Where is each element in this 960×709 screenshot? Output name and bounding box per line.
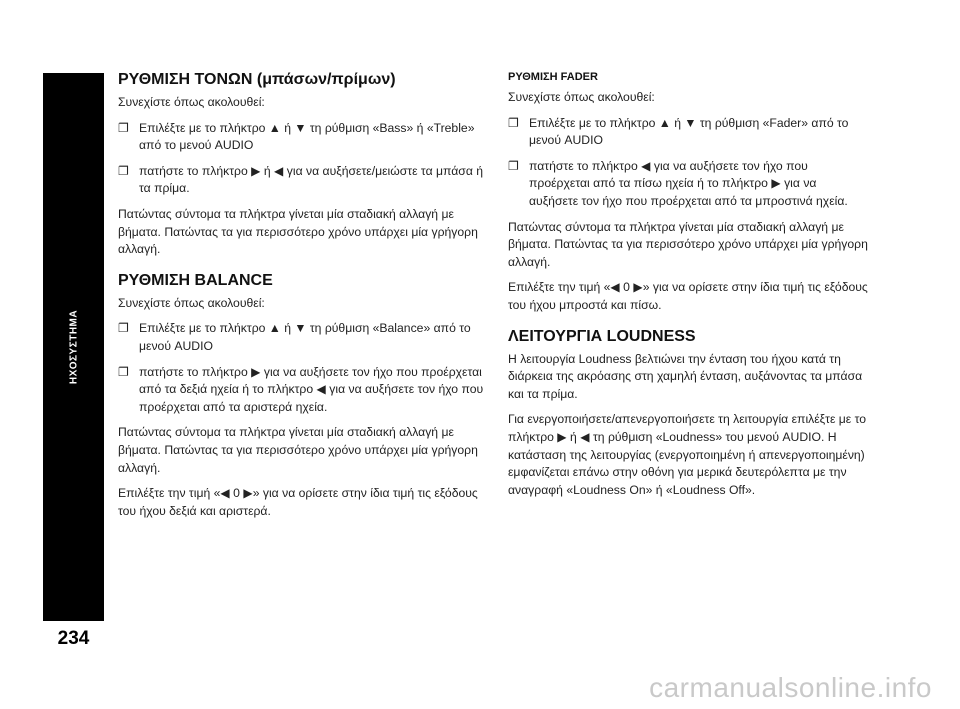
list-item — [508, 115, 868, 150]
fader-intro: Συνεχίστε όπως ακολουθεί: — [508, 90, 655, 104]
fader-select: Επιλέξτε την τιμή «◀ 0 ▶» για να ορίσετε στην ίδια τιμή τις εξόδους του ήχου μπροστά και πίσω. — [508, 280, 868, 312]
loudness-section — [508, 327, 868, 500]
fader-step-2: πατήστε το πλήκτρο ◀ για να αυξήσετε τον ήχο που προέρχεται από τα πίσω ηχεία ή το πλήκτρο ▶ για να αυξήσετε τον ήχο που προέρχεται από τα μπροστινά ηχεία. — [529, 158, 848, 208]
page-number: 234 — [57, 628, 90, 649]
section-side-tab — [43, 73, 104, 621]
checkbox-bullet-icon: ❐ — [508, 115, 519, 130]
checkbox-bullet-icon: ❐ — [118, 321, 129, 336]
list-item — [118, 163, 488, 198]
tones-step-1: Επιλέξτε με το πλήκτρο ▲ ή ▼ τη ρύθμιση «Bass» ή «Treble» από το μενού AUDIO — [139, 120, 475, 153]
fader-title: ΡΥΘΜΙΣΗ FADER — [508, 71, 598, 83]
loudness-description: Η λειτουργία Loudness βελτιώνει την ένταση του ήχου κατά τη διάρκεια της ακρόασης στη χαμηλή ένταση, αυξάνοντας τα μπάσα και τα πρίμα. — [508, 351, 863, 401]
tones-title: ΡΥΘΜΙΣΗ ΤΟΝΩΝ (μπάσων/πρίμων) — [118, 71, 396, 88]
loudness-title: ΛΕΙΤΟΥΡΓΙΑ LOUDNESS — [508, 327, 696, 345]
balance-intro: Συνεχίστε όπως ακολουθεί: — [118, 295, 265, 310]
list-item — [118, 364, 488, 417]
balance-step-2: πατήστε το πλήκτρο ▶ για να αυξήσετε τον ήχο που προέρχεται από τα δεξιά ηχεία ή το πλήκτρο ◀ για να αυξήσετε τον ήχο που προέρχεται από τα αριστερά ηχεία. — [139, 364, 484, 414]
tones-note: Πατώντας σύντομα τα πλήκτρα γίνεται μία σταδιακή αλλαγή με βήματα. Πατώντας τα για περισσότερο χρόνο υπάρχει μία γρήγορη αλλαγή. — [118, 206, 478, 257]
tones-intro: Συνεχίστε όπως ακολουθεί: — [118, 95, 265, 109]
checkbox-bullet-icon: ❐ — [118, 163, 129, 178]
checkbox-bullet-icon: ❐ — [118, 364, 129, 379]
list-item — [508, 158, 868, 211]
balance-step-1: Επιλέξτε με το πλήκτρο ▲ ή ▼ τη ρύθμιση «Balance» από το μενού AUDIO — [139, 321, 471, 353]
left-column — [118, 70, 488, 528]
list-item — [118, 120, 488, 155]
list-item — [118, 320, 488, 355]
balance-select: Επιλέξτε την τιμή «◀ 0 ▶» για να ορίσετε στην ίδια τιμή τις εξόδους του ήχου δεξιά και αριστερά. — [118, 486, 478, 518]
fader-section — [508, 70, 868, 315]
right-column — [508, 70, 868, 507]
balance-section — [118, 271, 488, 521]
fader-note: Πατώντας σύντομα τα πλήκτρα γίνεται μία σταδιακή αλλαγή με βήματα. Πατώντας τα για περισσότερο χρόνο υπάρχει μία γρήγορη αλλαγή. — [508, 219, 868, 269]
balance-note: Πατώντας σύντομα τα πλήκτρα γίνεται μία σταδιακή αλλαγή με βήματα. Πατώντας τα για περισσότερο χρόνο υπάρχει μία γρήγορη αλλαγή. — [118, 425, 478, 475]
tones-step-2: πατήστε το πλήκτρο ▶ ή ◀ για να αυξήσετε/μειώστε τα μπάσα ή τα πρίμα. — [139, 163, 484, 196]
fader-step-1: Επιλέξτε με το πλήκτρο ▲ ή ▼ τη ρύθμιση «Fader» από το μενού AUDIO — [529, 115, 849, 148]
checkbox-bullet-icon: ❐ — [508, 158, 519, 173]
watermark: carmanualsonline.info — [649, 672, 932, 703]
loudness-instructions: Για ενεργοποιήσετε/απενεργοποιήσετε τη λειτουργία επιλέξτε με το πλήκτρο ▶ ή ◀ τη ρύθμιση «Loudness» του μενού AUDIO. Η κατάσταση της λειτουργίας (ενεργοποιημένη ή απενεργοποιημένη) εμφανίζεται επάνω στην οθόνη για μερικά δευτερόλεπτα με την αναγραφή «Loudness On» ή «Loudness Off». — [508, 412, 867, 497]
checkbox-bullet-icon: ❐ — [118, 120, 129, 135]
tones-section — [118, 70, 488, 259]
section-tab-label: ΗΧΟΣΥΣΤΗΜΑ — [68, 309, 79, 385]
balance-title: ΡΥΘΜΙΣΗ BALANCE — [118, 271, 273, 289]
